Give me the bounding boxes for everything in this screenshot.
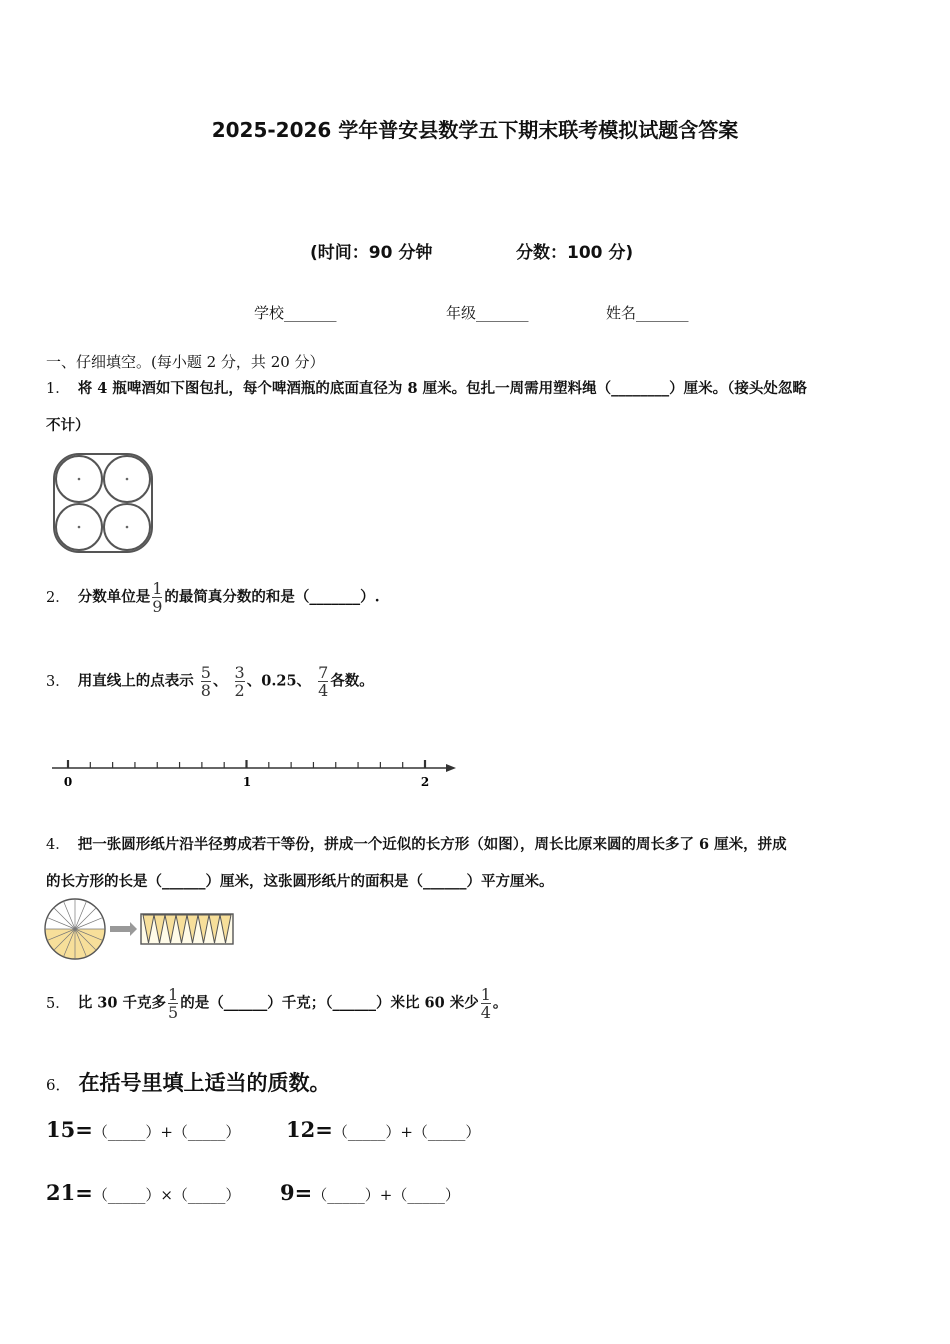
equation-15: 15=（_____）+（_____） [46, 1117, 241, 1142]
fraction-1-5: $\frac{1}{5}$ [168, 985, 179, 1022]
number-line [46, 755, 466, 791]
divided-circle [45, 899, 105, 959]
fraction-3-2: $\frac{3}{2}$ [234, 663, 245, 700]
circle-to-rectangle-figure [44, 898, 240, 962]
fraction-1-9: $\frac{1}{9}$ [152, 579, 163, 616]
question-number: 5． [46, 995, 70, 1012]
exam-score: 分数：100 分) [516, 243, 634, 263]
question-text: 把一张圆形纸片沿半径剪成若干等份，拼成一个近似的长方形（如图），周长比原来圆的周长多了 6 厘米，拼成 [77, 836, 787, 853]
arrow-icon [446, 764, 456, 772]
question-3 [46, 664, 374, 699]
question-text: 在括号里填上适当的质数。 [78, 1071, 331, 1095]
fraction-5-8: $\frac{5}{8}$ [200, 663, 211, 700]
question-1-continued: 不计） [46, 417, 90, 434]
equation-12: 12=（_____）+（_____） [286, 1117, 481, 1142]
separator: 、0.25、 [246, 672, 312, 690]
question-number: 2． [46, 589, 70, 606]
question-6 [46, 1067, 331, 1097]
fraction-1-4: $\frac{1}{4}$ [480, 985, 491, 1022]
bottles-figure [50, 450, 156, 560]
tick-label-2: 2 [420, 775, 430, 789]
school-field: 学校_______ [254, 304, 337, 322]
question-4 [46, 833, 787, 854]
question-text-post: 各数。 [330, 672, 374, 690]
question-text-post: 的最简真分数的和是（_______）. [164, 588, 380, 606]
question-number: 1． [46, 381, 70, 397]
sector-line [54, 908, 75, 929]
tick-label-0: 0 [63, 775, 73, 789]
question-text-pre: 比 30 千克多 [77, 994, 167, 1012]
question-1 [46, 377, 807, 398]
question-text-pre: 用直线上的点表示 [77, 672, 194, 690]
separator: 、 [212, 672, 228, 690]
question-4-continued: 的长方形的长是（______）厘米，这张圆形纸片的面积是（______）平方厘米。 [46, 873, 554, 890]
page-title: 2025-2026 学年普安县数学五下期末联考模拟试题含答案 [211, 118, 739, 142]
question-number: 3． [46, 673, 70, 690]
question-number: 4． [46, 837, 70, 853]
question-text-post: 。 [492, 994, 508, 1012]
arrow-right-icon [110, 922, 137, 936]
tick-label-1: 1 [242, 775, 252, 789]
question-5 [46, 986, 507, 1021]
question-2 [46, 580, 380, 615]
approx-rectangle [141, 914, 233, 944]
equation-21: 21=（_____）×（_____） [46, 1180, 241, 1205]
sector-line [75, 908, 96, 929]
question-text-mid: 的是（______）千克；（______）米比 60 米少 [180, 994, 479, 1012]
question-text-pre: 分数单位是 [77, 588, 151, 606]
exam-time: (时间：90 分钟 [310, 243, 433, 263]
question-number: 6． [46, 1076, 71, 1094]
section-heading: 一、仔细填空。(每小题 2 分，共 20 分） [46, 353, 325, 371]
fraction-7-4: $\frac{7}{4}$ [318, 663, 329, 700]
question-text: 将 4 瓶啤酒如下图包扎，每个啤酒瓶的底面直径为 8 厘米。包扎一周需用塑料绳（________）厘米。（接头处忽略 [77, 380, 807, 397]
equation-9: 9=（_____）+（_____） [280, 1180, 460, 1205]
name-field: 姓名_______ [606, 304, 689, 322]
grade-field: 年级_______ [446, 304, 529, 322]
